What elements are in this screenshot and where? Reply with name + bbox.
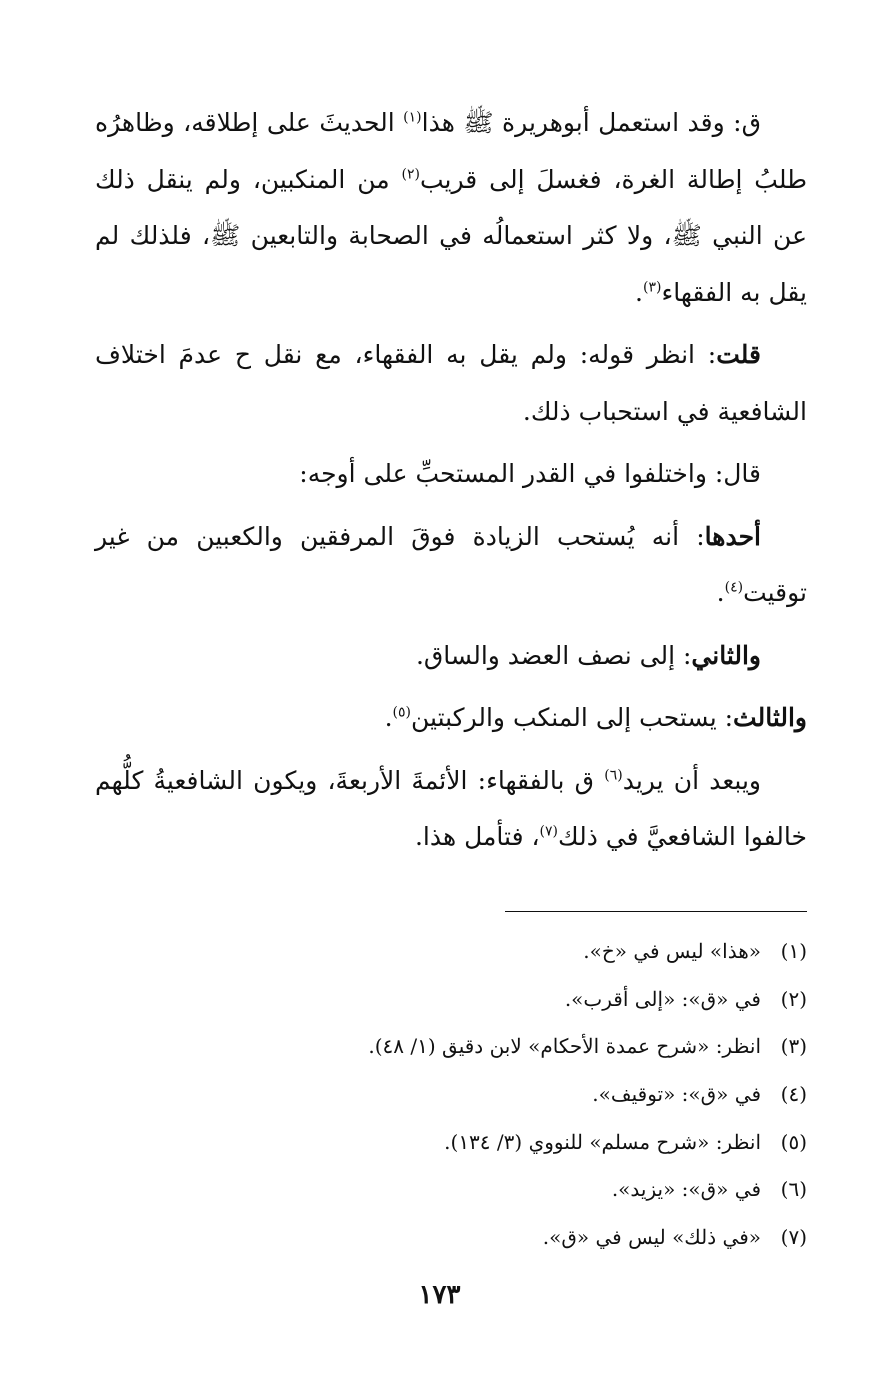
footnotes xyxy=(95,928,807,1262)
paragraph-4-end: . xyxy=(716,578,725,607)
footnote-number: (٤) xyxy=(780,1082,807,1107)
footnote-text: انظر: «شرح مسلم» للنووي (٣/ ١٣٤). xyxy=(444,1129,761,1154)
paragraph-2-text: : انظر قوله: ولم يقل به الفقهاء، مع نقل ح عدمَ اختلاف الشافعية في استحباب ذلك. xyxy=(95,340,807,426)
footnote-ref-1[interactable]: (١) xyxy=(403,109,422,126)
footnote-number: (١) xyxy=(780,939,807,963)
paragraph-1-part-a: ق: وقد استعمل أبوهريرة ﷺ هذا xyxy=(421,108,761,137)
paragraph-1 xyxy=(95,95,807,321)
paragraph-4-lead: أحدها xyxy=(704,521,761,551)
footnote-number: (٧) xyxy=(780,1225,807,1250)
paragraph-1-part-c: من المنكبين، ولم ينقل ذلك عن النبي ﷺ، ولا كثر استعمالُه في الصحابة والتابعين ﷺ، فلذلك لم يقل به الفقهاء xyxy=(95,164,807,307)
paragraph-5-text: : إلى نصف العضد والساق. xyxy=(415,640,692,670)
footnote-text: «في ذلك» ليس في «ق». xyxy=(542,1225,761,1250)
footnote-text: في «ق»: «توقيف». xyxy=(592,1082,761,1107)
paragraph-7-part-c: ، فتأمل هذا. xyxy=(414,822,540,851)
page-number: ١٧٣ xyxy=(418,1280,461,1310)
paragraph-7-part-b: ق بالفقهاء: الأئمةَ الأربعةَ، ويكون الشافعيةُ كلُّهم خالفوا الشافعيَّ في ذلك xyxy=(95,765,807,851)
footnote-6 xyxy=(95,1166,807,1214)
footnote-5 xyxy=(95,1119,807,1167)
footnote-number: (٦) xyxy=(780,1177,807,1202)
footnote-ref-4[interactable]: (٤) xyxy=(724,579,744,596)
footnote-ref-2[interactable]: (٢) xyxy=(401,166,420,183)
footnote-number: (٢) xyxy=(780,986,807,1011)
paragraph-7-part-a: ويبعد أن يريد xyxy=(622,765,761,795)
footnote-4 xyxy=(95,1071,807,1119)
paragraph-3 xyxy=(95,446,807,503)
paragraph-3-text: قال: واختلفوا في القدر المستحبِّ على أوجه: xyxy=(299,459,761,488)
main-text xyxy=(95,95,807,872)
paragraph-5-lead: والثاني xyxy=(691,640,761,670)
paragraph-6-end: . xyxy=(384,703,393,732)
footnote-ref-7[interactable]: (٧) xyxy=(539,823,559,840)
footnote-text: «هذا» ليس في «خ». xyxy=(583,939,761,963)
paragraph-1-part-b: الحديثَ على إطلاقه، وظاهرُه طلبُ إطالة الغرة، فغسلَ إلى قريب xyxy=(95,108,807,194)
paragraph-4-text: : أنه يُستحب الزيادة فوقَ المرفقين والكعبين من غير توقيت xyxy=(95,521,807,607)
footnote-number: (٣) xyxy=(780,1034,807,1059)
paragraph-7 xyxy=(95,753,807,866)
footnote-ref-6[interactable]: (٦) xyxy=(604,767,623,784)
paragraph-5 xyxy=(95,628,807,685)
footnote-1 xyxy=(95,928,807,976)
paragraph-6-text: : يستحب إلى المنكب والركبتين xyxy=(411,703,734,732)
paragraph-2 xyxy=(95,327,807,440)
footnote-divider xyxy=(505,911,807,912)
paragraph-2-lead: قلت xyxy=(716,340,761,369)
paragraph-4 xyxy=(95,509,807,622)
footnote-text: انظر: «شرح عمدة الأحكام» لابن دقيق (١/ ٤٨). xyxy=(368,1034,761,1059)
footnote-3 xyxy=(95,1023,807,1071)
footnote-text: في «ق»: «إلى أقرب». xyxy=(564,986,761,1011)
footnote-text: في «ق»: «يزيد». xyxy=(611,1177,761,1202)
footnote-ref-3[interactable]: (٣) xyxy=(642,279,662,296)
paragraph-1-part-d: . xyxy=(635,277,643,307)
footnote-ref-5[interactable]: (٥) xyxy=(392,704,412,721)
footnote-7 xyxy=(95,1214,807,1262)
paragraph-6-lead: والثالث xyxy=(733,703,807,732)
paragraph-6 xyxy=(95,690,807,747)
footnote-number: (٥) xyxy=(780,1129,807,1154)
footnote-2 xyxy=(95,976,807,1024)
